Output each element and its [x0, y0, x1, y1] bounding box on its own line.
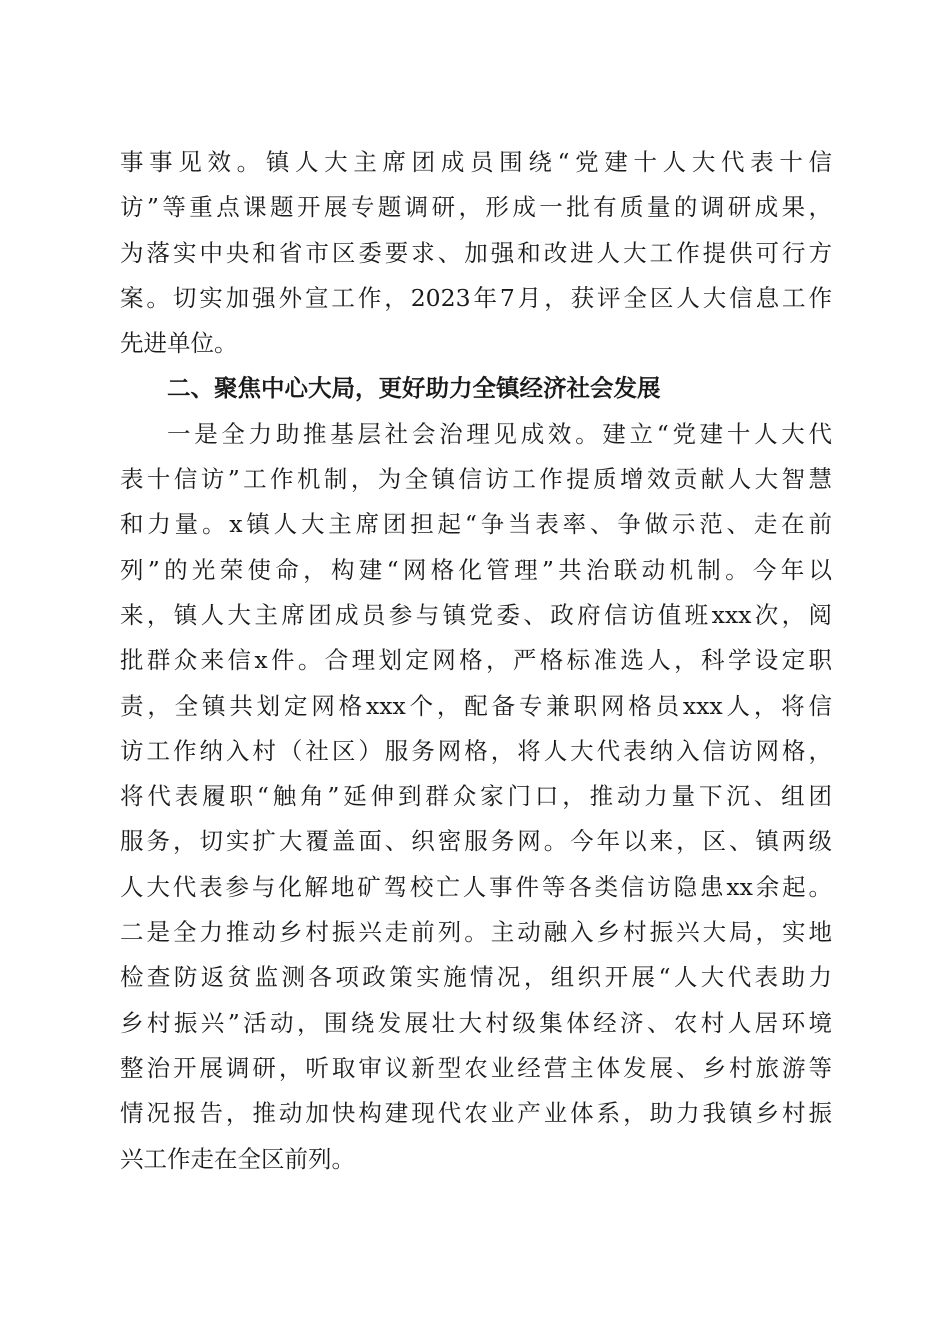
text-line: 情况报告，推动加快构建现代农业产业体系，助力我镇乡村振	[120, 1099, 832, 1128]
text-line: 服务，切实扩大覆盖面、织密服务网。今年以来，区、镇两级	[120, 827, 832, 856]
paragraph-2	[120, 412, 832, 1182]
text-line: 检查防返贫监测各项政策实施情况，组织开展“人大代表助力	[120, 963, 832, 992]
text-line: 访”等重点课题开展专题调研，形成一批有质量的调研成果，	[120, 193, 832, 222]
text-line: 为落实中央和省市区委要求、加强和改进人大工作提供可行方	[120, 238, 832, 267]
text-line: 整治开展调研，听取审议新型农业经营主体发展、乡村旅游等	[120, 1053, 832, 1082]
text-line: 先进单位。	[120, 329, 238, 358]
text-line: 表十信访”工作机制，为全镇信访工作提质增效贡献人大智慧	[120, 465, 832, 494]
section-heading: 二、聚焦中心大局，更好助力全镇经济社会发展	[167, 374, 661, 403]
text-line: 一是全力助推基层社会治理见成效。建立“党建十人大代	[167, 419, 832, 448]
text-line: 批群众来信x件。合理划定网格，严格标准选人，科学设定职	[120, 646, 832, 675]
text-line: 访工作纳入村（社区）服务网格，将人大代表纳入信访网格，	[120, 736, 832, 765]
text-line: 兴工作走在全区前列。	[120, 1144, 355, 1173]
text-line: 来，镇人大主席团成员参与镇党委、政府信访值班xxx次，阅	[120, 600, 832, 629]
text-line: 列”的光荣使命，构建“网格化管理”共治联动机制。今年以	[120, 555, 832, 584]
text-line: 事事见效。镇人大主席团成员围绕“党建十人大代表十信	[120, 148, 832, 176]
text-line: 责，全镇共划定网格xxx个，配备专兼职网格员xxx人，将信	[120, 691, 832, 720]
text-line: 案。切实加强外宣工作，2023年7月，获评全区人大信息工作	[120, 283, 832, 312]
paragraph-1	[120, 140, 832, 366]
text-line: 乡村振兴”活动，围绕发展壮大村级集体经济、农村人居环境	[120, 1008, 832, 1037]
text-line: 将代表履职“触角”延伸到群众家门口，推动力量下沉、组团	[120, 782, 832, 811]
text-line: 人大代表参与化解地矿驾校亡人事件等各类信访隐患xx余起。	[120, 872, 832, 901]
document-body	[120, 140, 832, 1182]
text-line: 二是全力推动乡村振兴走前列。主动融入乡村振兴大局，实地	[120, 918, 832, 947]
text-line: 和力量。x镇人大主席团担起“争当表率、争做示范、走在前	[120, 510, 832, 539]
